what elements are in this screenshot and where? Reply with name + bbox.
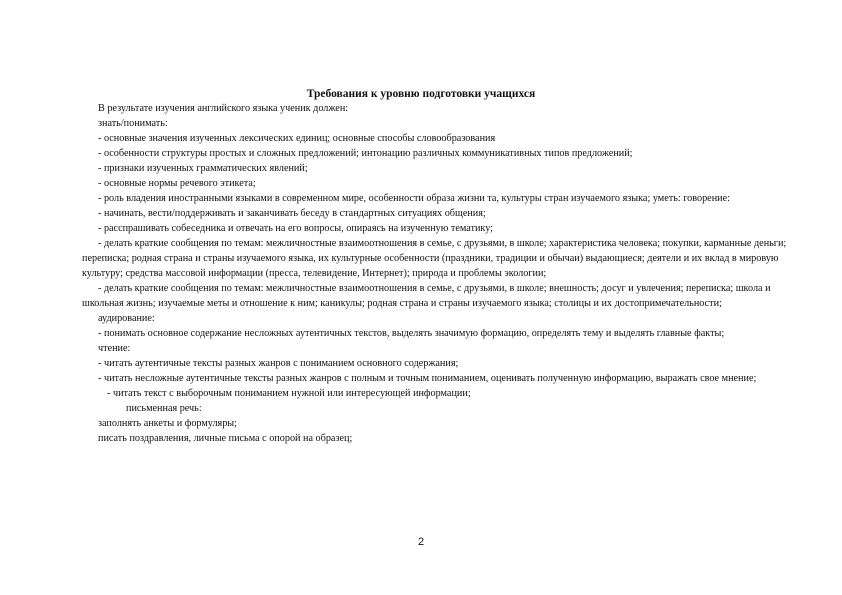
reading-heading: чтение:	[98, 343, 131, 354]
list-item: - основные нормы речевого этикета;	[98, 178, 256, 189]
list-item: - расспрашивать собеседника и отвечать на его вопросы, опираясь на изученную тематику;	[98, 223, 494, 234]
intro-line: В результате изучения английского языка ученик должен:	[98, 103, 349, 114]
document-body	[82, 101, 798, 446]
list-item: - понимать основное содержание несложных аутентичных текстов, выделять значимую формацию, определять тему и выделять главные факты;	[98, 328, 725, 339]
list-item: - делать краткие сообщения по темам: межличностные взаимоотношения в семье, с друзьями, в школе; характеристика человека; покупки, карманные деньги; переписка; родная страна и страны изучаемого языка, их культурные особенности (праздники, традиции и обычаи) выдающиеся; деятели и их вклад в мировую культуру; средства массовой информации (пресса, телевидение, Интернет); природа и проблемы экологии;	[82, 238, 787, 279]
list-item: - начинать, вести/поддерживать и заканчивать беседу в стандартных ситуациях общения;	[98, 208, 486, 219]
list-item: - читать аутентичные тексты разных жанров с пониманием основного содержания;	[98, 358, 459, 369]
list-item: - роль владения иностранными языками в современном мире, особенности образа жизни та, культуры стран изучаемого языка; уметь: говорение:	[98, 193, 730, 204]
listening-heading: аудирование:	[98, 313, 155, 324]
writing-heading: письменная речь:	[126, 403, 202, 414]
list-item: - читать несложные аутентичные тексты разных жанров с полным и точным пониманием, оценивать полученную информацию, выражать свое мнение;	[98, 373, 757, 384]
list-item: заполнять анкеты и формуляры;	[98, 418, 237, 429]
know-heading: знать/понимать:	[98, 118, 168, 129]
list-item: - признаки изученных грамматических явлений;	[98, 163, 308, 174]
page-number: 2	[417, 536, 425, 548]
list-item: - особенности структуры простых и сложных предложений; интонацию различных коммуникативных типов предложений;	[98, 148, 633, 159]
document-title: Требования к уровню подготовки учащихся	[306, 88, 536, 100]
list-item: - основные значения изученных лексических единиц; основные способы словообразования	[98, 133, 496, 144]
list-item: - делать краткие сообщения по темам: межличностные взаимоотношения в семье, с друзьями, в школе; внешность; досуг и увлечения; переписка; школа и школьная жизнь; изучаемые меты и отношение к ним; каникулы; родная страна и страны изучаемого языка; столицы и их достопримечательности;	[82, 283, 771, 309]
list-item: писать поздравления, личные письма с опорой на образец;	[98, 433, 353, 444]
list-item: - читать текст с выборочным пониманием нужной или интересующей информации;	[107, 388, 471, 399]
